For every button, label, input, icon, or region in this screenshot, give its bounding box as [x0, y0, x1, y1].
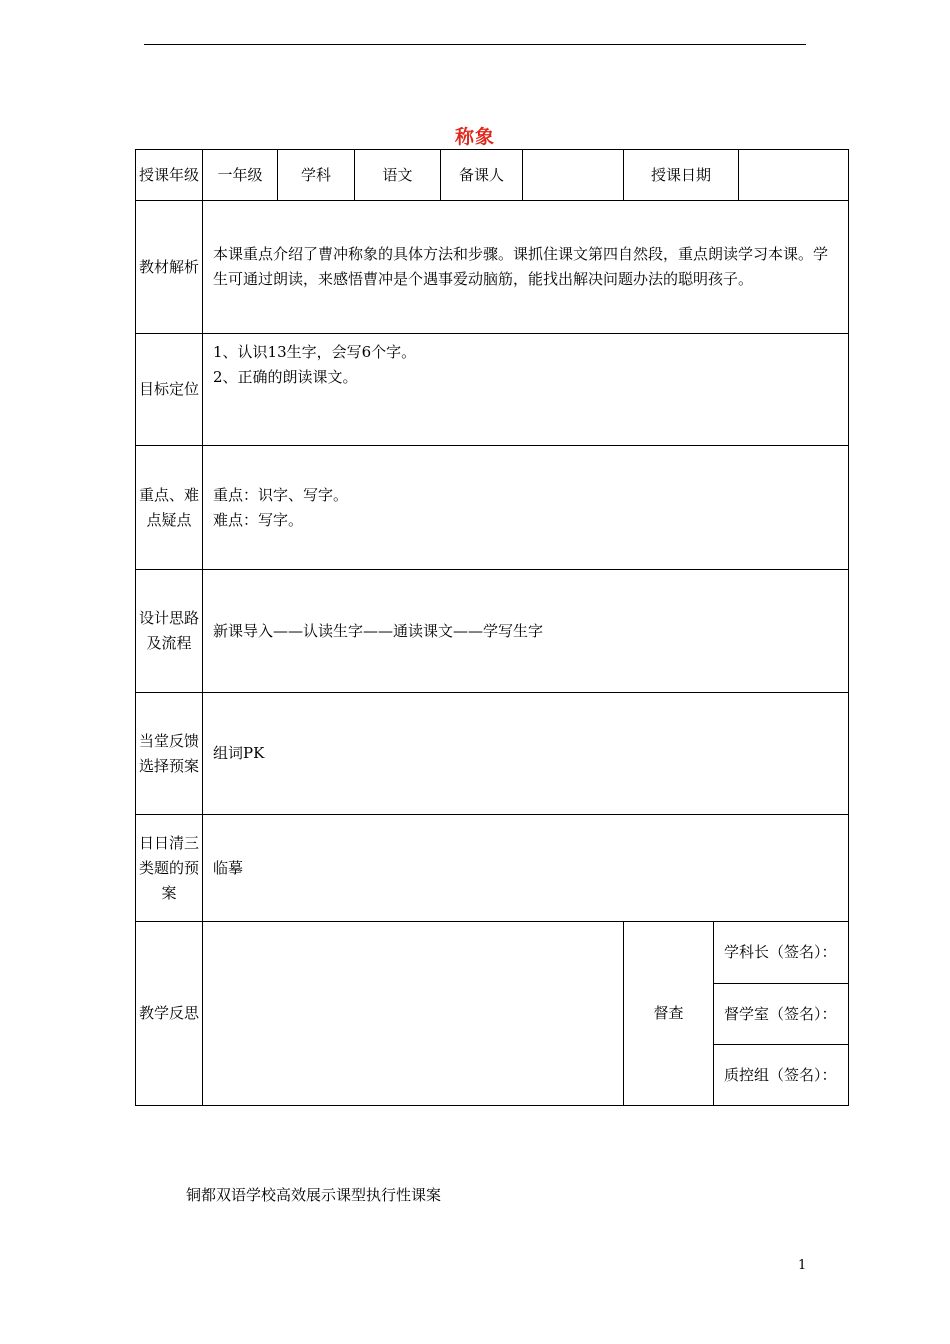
analysis-label: 教材解析	[136, 201, 203, 334]
design-text: 新课导入——认读生字——通读课文——学写生字	[203, 570, 849, 693]
signature-supervision-office: 督学室（签名）：	[714, 984, 849, 1045]
feedback-row	[136, 693, 849, 815]
grade-label: 授课年级	[136, 150, 203, 201]
goal-line: 2、正确的朗读课文。	[213, 368, 358, 386]
goal-line: 1、认识13生字，会写6个字。	[213, 343, 417, 361]
date-value	[739, 150, 849, 201]
daily-label: 日日清三类题的预案	[136, 815, 203, 922]
design-row	[136, 570, 849, 693]
subject-value: 语文	[355, 150, 441, 201]
keypoint-line: 重点：识字、写字。	[213, 485, 349, 504]
feedback-label: 当堂反馈选择预案	[136, 693, 203, 815]
keypoints-row	[136, 446, 849, 570]
subject-label: 学科	[278, 150, 355, 201]
signature-quality-control: 质控组（签名）：	[714, 1045, 849, 1106]
keypoints-content	[203, 446, 849, 570]
school-footer: 铜都双语学校高效展示课型执行性课案	[186, 1186, 442, 1204]
reflection-label: 教学反思	[136, 922, 203, 1106]
preparer-value	[523, 150, 624, 201]
goals-row	[136, 334, 849, 446]
page-number: 1	[798, 1258, 807, 1273]
reflection-text	[203, 922, 624, 1106]
goals-label: 目标定位	[136, 334, 203, 446]
date-label: 授课日期	[624, 150, 739, 201]
grade-value: 一年级	[203, 150, 278, 201]
analysis-text: 本课重点介绍了曹冲称象的具体方法和步骤。课抓住课文第四自然段，重点朗读学习本课。学生可通过朗读，来感悟曹冲是个遇事爱动脑筋，能找出解决问题办法的聪明孩子。	[203, 201, 849, 334]
feedback-text: 组词PK	[203, 693, 849, 815]
daily-text: 临摹	[203, 815, 849, 922]
header-rule	[144, 44, 806, 45]
design-label: 设计思路及流程	[136, 570, 203, 693]
signature-subject-head: 学科长（签名）：	[714, 922, 849, 984]
reflection-row	[136, 922, 849, 984]
analysis-row	[136, 201, 849, 334]
daily-row	[136, 815, 849, 922]
document-title: 称象	[454, 126, 495, 148]
keypoints-label: 重点、难点疑点	[136, 446, 203, 570]
header-row	[136, 150, 849, 201]
keypoint-line: 难点：写字。	[213, 510, 304, 529]
lesson-plan-table	[135, 149, 849, 1106]
preparer-label: 备课人	[441, 150, 523, 201]
supervise-label: 督查	[624, 922, 714, 1106]
goals-content	[203, 334, 849, 446]
